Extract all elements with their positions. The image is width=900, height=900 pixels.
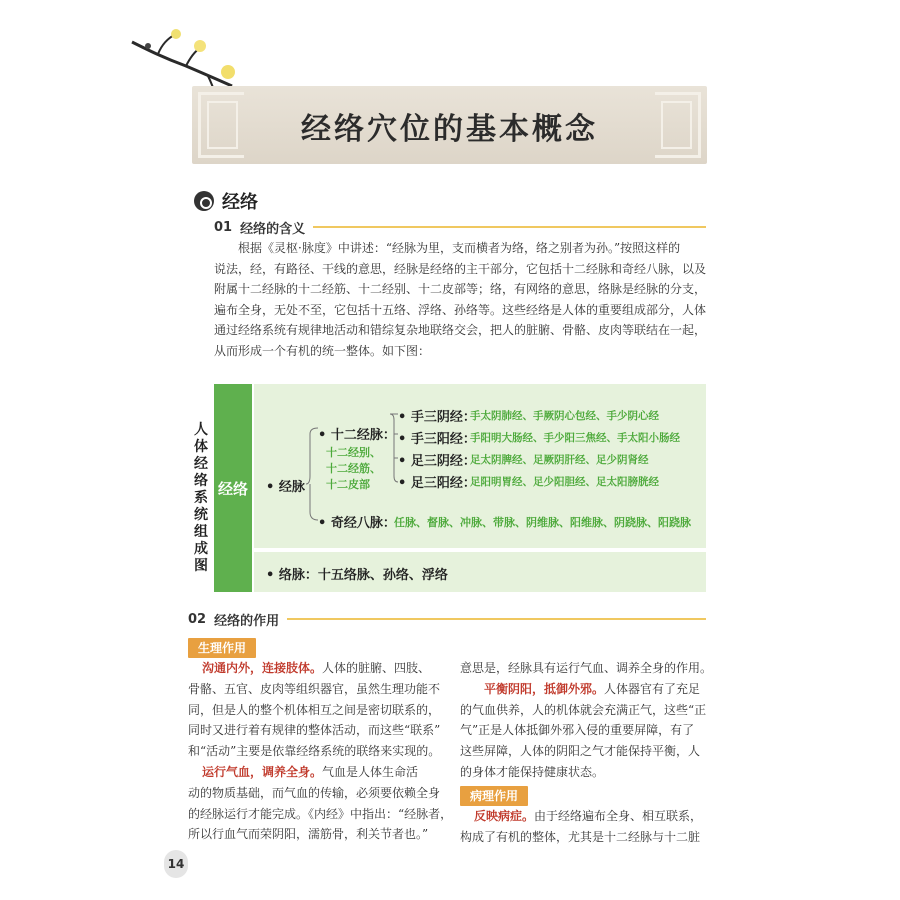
paragraph-text: 人体的脏腑、四肢、 [322,661,431,675]
subheading-02 [188,610,706,628]
paragraph-line: 动的物质基础，而气血的传输，必须要依赖全身 [188,785,441,800]
right-column-cont [460,806,708,848]
diagram-branch-items: 足太阴脾经、足厥阴肝经、足少阴肾经 [470,454,649,466]
right-column [460,658,713,783]
meridian-system-diagram [188,384,706,592]
intro-line: 说法，经，有路径、干线的意思，经脉是经络的主干部分，它包括十二经脉和奇经八脉，以及 [214,261,707,276]
paragraph-line: 骨骼、五官、皮肉等组织器官，虽然生理功能不 [188,681,441,696]
page-number: 14 [164,850,188,878]
intro-line: 通过经络系统有规律地活动和错综复杂地联络交会，把人的脏腑、骨骼、皮肉等联结在一起， [214,323,707,338]
highlight-phrase: 运行气血，调养全身。 [202,764,323,779]
paragraph-line: 的身体才能保持健康状态。 [460,764,605,779]
subheading-rule [313,226,706,228]
intro-paragraph [214,238,707,362]
paragraph-line: 同，但是人的整个机体相互之间是密切联系的， [188,702,441,717]
highlight-phrase: 反映病症。 [474,809,535,823]
diagram-qijing-items: 任脉、督脉、冲脉、带脉、阴维脉、阳维脉、阴跷脉、阳跷脉 [394,516,691,529]
diagram-branch-items: 手阳明大肠经、手少阳三焦经、手太阳小肠经 [470,432,680,444]
subheading-01 [214,218,706,236]
pathology-badge: 病理作用 [460,786,528,806]
highlight-phrase: 平衡阴阳，抵御外邪。 [484,681,605,696]
intro-line: 从而形成一个有机的统一整体。如下图： [214,343,431,358]
subheading-rule [287,618,706,620]
diagram-luomai: • 络脉：十五络脉、孙络、浮络 [266,568,448,583]
paragraph-line: 同时又进行着有规律的整体活动，而这些“联系” [188,723,441,738]
section-title: 经络 [222,192,258,213]
diagram-side-label: 人体经络系统组成图 [194,422,208,574]
subheading-number: 02 [188,611,207,627]
subheading-number: 01 [214,219,233,235]
paragraph-line [460,806,708,827]
diagram-fu-item: 十二皮部 [326,478,370,491]
diagram-branch-items: 手太阴肺经、手厥阴心包经、手少阴心经 [470,410,659,422]
diagram-shier-jingmai: • 十二经脉： [318,428,396,443]
diagram-branch-name: • 足三阳经： [398,476,476,491]
physiology-badge: 生理作用 [188,638,256,658]
diagram-branch-name: • 手三阴经： [398,410,476,425]
paragraph-line: 意思是，经脉具有运行气血、调养全身的作用。 [460,661,713,675]
diagram-root-label: 经络 [217,480,248,498]
title-banner [192,86,707,164]
diagram-fu-item: 十二经别、 [326,446,381,459]
section-heading [194,190,258,212]
intro-line: 根据《灵枢·脉度》中讲述：“经脉为里，支而横者为络，络之别者为孙。”按照这样的 [238,241,681,255]
paragraph-line: 的气血供养，人的机体就会充满正气，这些“正 [460,702,707,717]
paragraph-line [188,762,442,783]
diagram-fu-item: 十二经筋、 [326,462,381,475]
intro-line: 附属十二经脉的十二经筋、十二经别、十二皮部等；络，有网络的意思，络脉是经脉的分支， [214,282,707,297]
paragraph-line: 的经脉运行才能完成。《内经》中指出：“经脉者， [188,806,453,821]
diagram-branch-name: • 足三阴经： [398,454,476,469]
paragraph-text: 气血是人体生命活 [322,764,419,779]
page-title: 经络穴位的基本概念 [301,112,598,147]
paragraph-line: 构成了有机的整体，尤其是十二经脉与十二脏 [460,829,701,844]
section-bullet-icon [194,191,214,211]
paragraph-line: 所以行血气而荣阴阳，濡筋骨，利关节者也。” [188,827,429,842]
subheading-title: 经络的含义 [240,221,306,237]
diagram-qijing: • 奇经八脉： [318,516,396,531]
subheading-title: 经络的作用 [214,613,280,629]
diagram-branch-items: 足阳明胃经、足少阳胆经、足太阳膀胱经 [470,476,659,488]
left-column [188,658,453,845]
paragraph-line: 气”正是人体抵御外邪入侵的重要屏障，有了 [460,723,695,738]
diagram-jingmai: • 经脉 [266,480,305,495]
paragraph-line [460,679,708,700]
diagram-branch-name: • 手三阳经： [398,432,476,447]
highlight-phrase: 沟通内外，连接肢体。 [202,661,323,675]
paragraph-line: 和“活动”主要是依靠经络系统的联络来实现的。 [188,744,441,759]
intro-line: 遍布全身，无处不至，它包括十五络、浮络、孙络等。这些经络是人体的重要组成部分，人体 [214,302,707,317]
paragraph-text: 由于经络遍布全身、相互联系， [534,809,703,823]
paragraph-line [188,658,442,679]
paragraph-text: 人体器官有了充足 [604,681,701,696]
paragraph-line: 这些屏障，人体的阴阳之气才能保持平衡，人 [460,744,701,759]
